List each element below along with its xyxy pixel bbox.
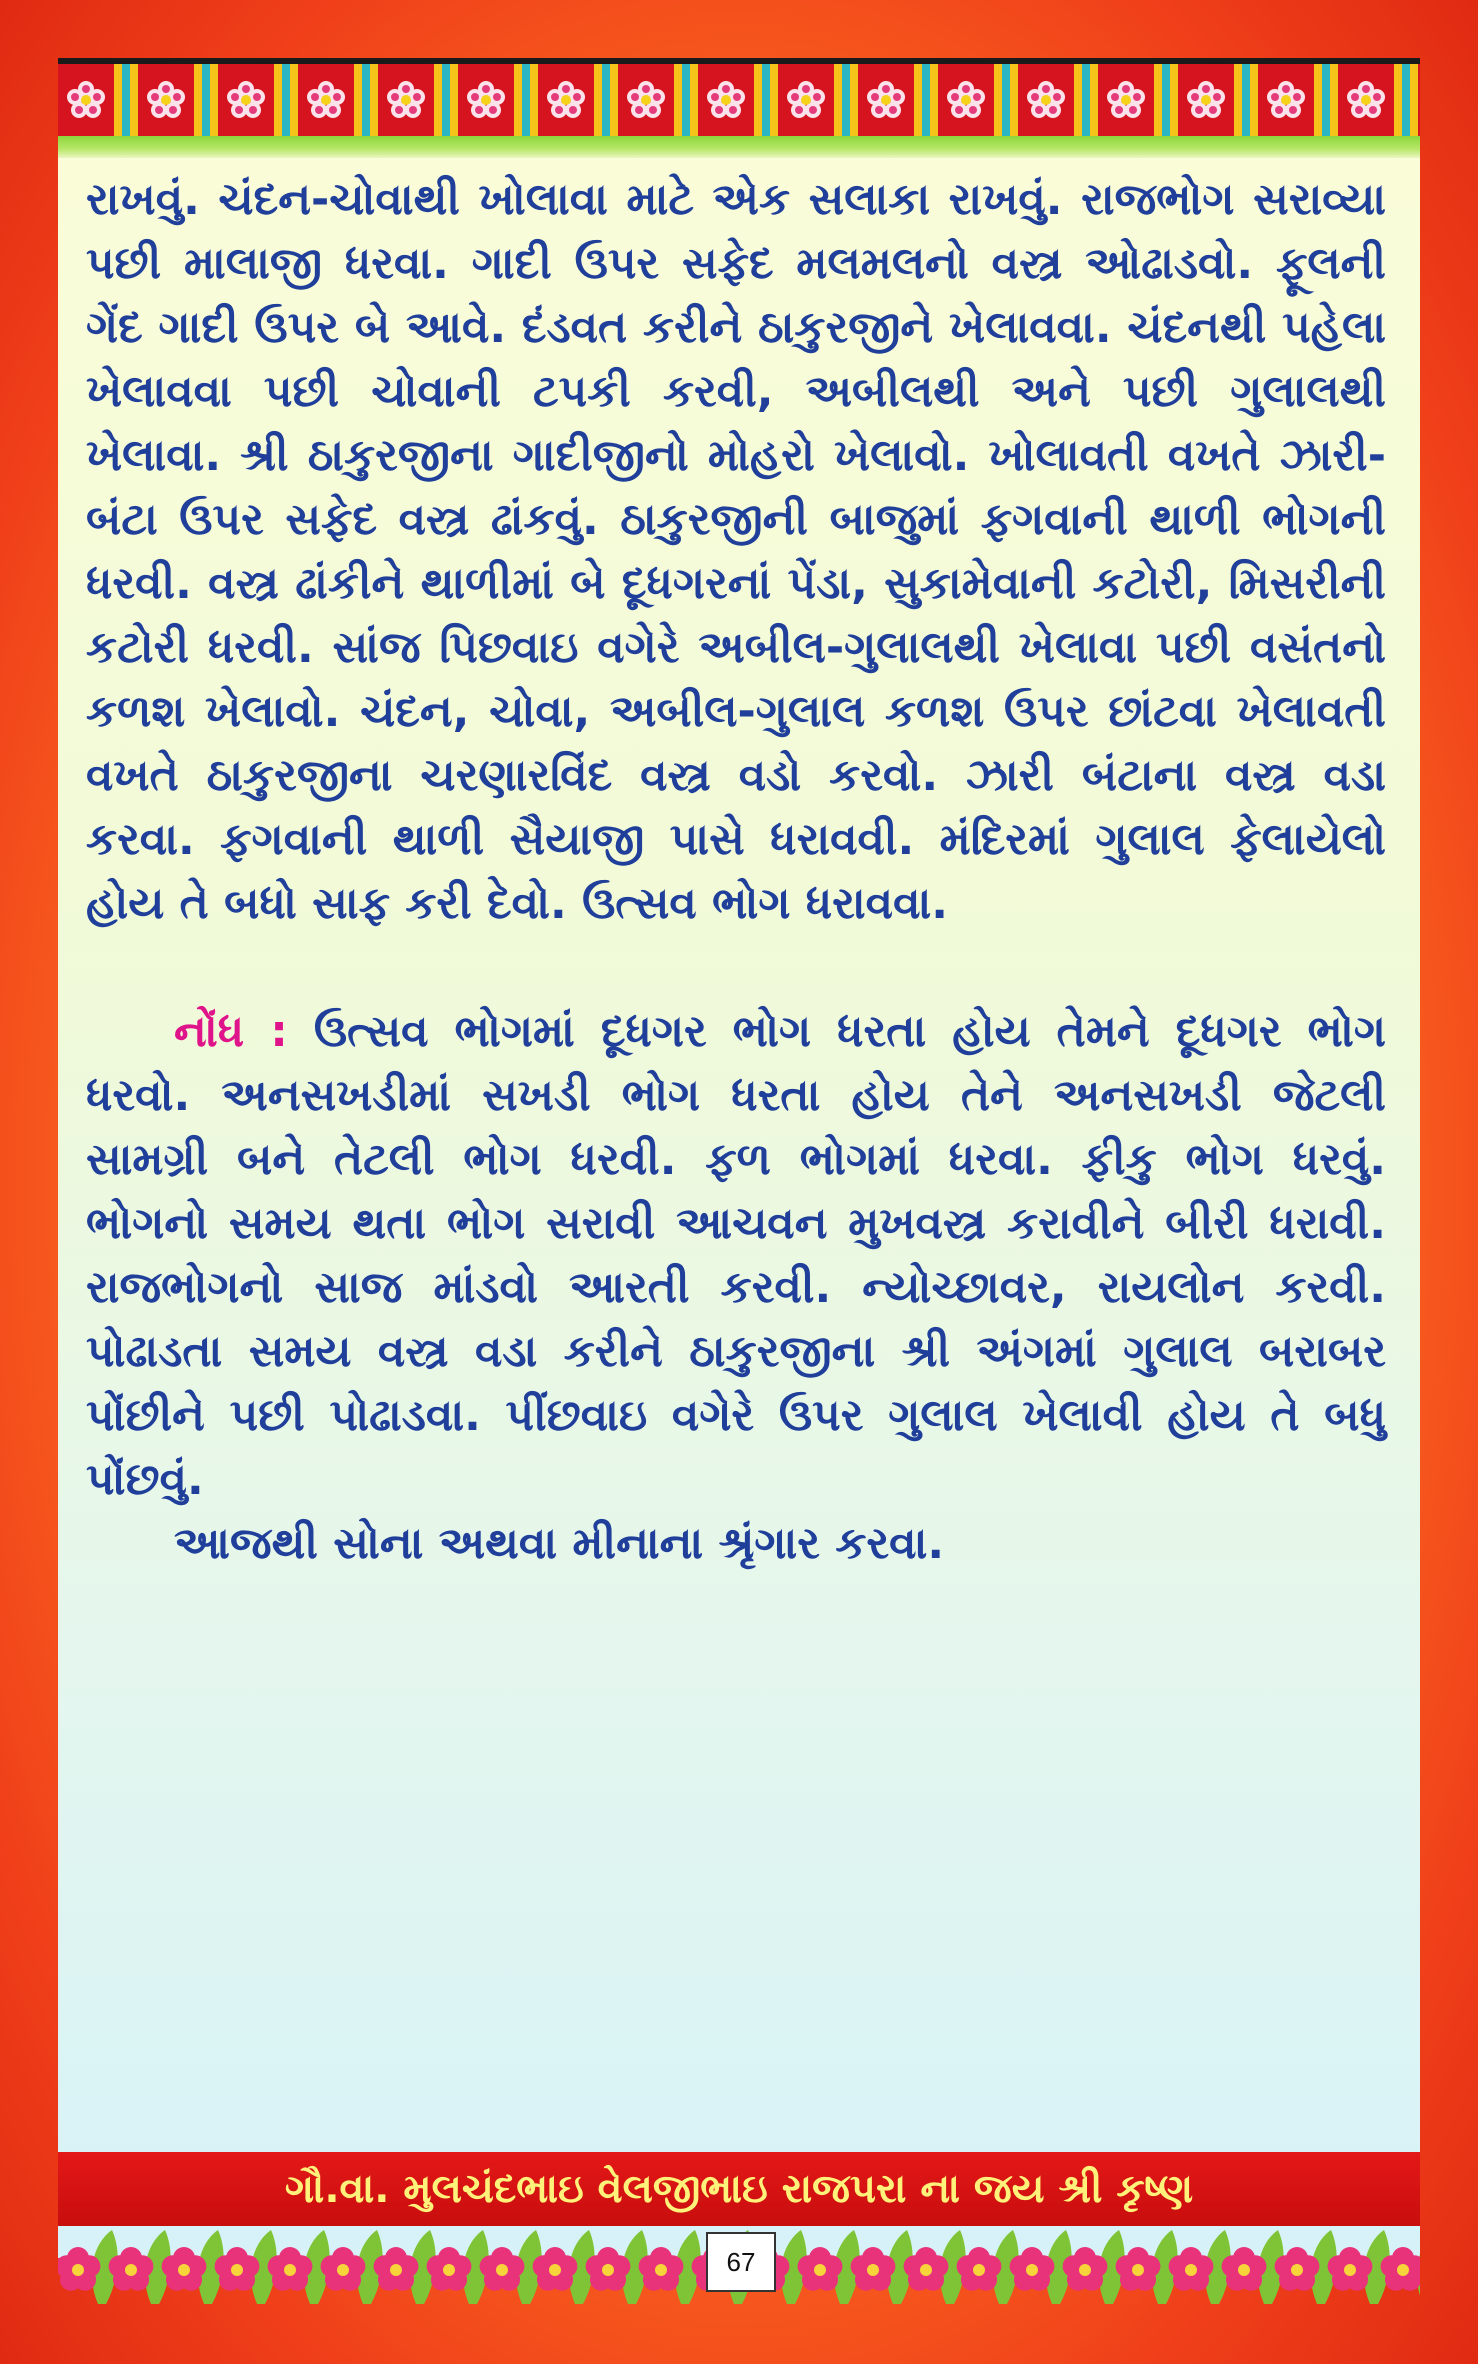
note-text: ઉત્સવ ભોગમાં દૂધગર ભોગ ધરતા હોય તેમને દૂધગર ભોગ ધરવો. અનસખડીમાં સખડી ભોગ ધરતા હોય તેને અનસખડી જેટલી સામગ્રી બને તેટલી ભોગ ધરવી. ફળ ભોગમાં ધરવા. ફીકુ ભોગ ધરવું. ભોગનો સમય થતા ભોગ સરાવી આચવન મુખવસ્ત્ર કરાવીને બીરી ધરાવી. રાજભોગનો સાજ માંડવો આરતી કરવી. ન્યોચ્છાવર, રાયલોન કરવી. પોઢાડતા સમય વસ્ત્ર વડા કરીને ઠાકુરજીના શ્રી અંગમાં ગુલાલ બરાબર પોંછીને પછી પોઢાડવા. પીંછવાઇ વગેરે ઉપર ગુલાલ ખેલાવી હોય તે બધુ પોંછવું. bbox=[86, 1006, 1386, 1505]
stripe-separator bbox=[754, 64, 778, 136]
flower-tile bbox=[218, 64, 274, 136]
stripe-separator bbox=[1154, 64, 1178, 136]
note-paragraph bbox=[86, 1000, 1386, 1512]
stripe-separator bbox=[1074, 64, 1098, 136]
stripe-separator bbox=[354, 64, 378, 136]
stripe-separator bbox=[114, 64, 138, 136]
flower-tile bbox=[538, 64, 594, 136]
footer-banner bbox=[58, 2152, 1420, 2226]
stripe-separator bbox=[834, 64, 858, 136]
flower-icon bbox=[58, 2247, 100, 2291]
page-body bbox=[86, 168, 1386, 1576]
closing-text: આજથી સોના અથવા મીનાના શ્રૃંગાર કરવા. bbox=[174, 1518, 945, 1569]
page-number: 67 bbox=[706, 2232, 776, 2292]
flower-tile bbox=[58, 64, 114, 136]
stripe-separator bbox=[914, 64, 938, 136]
closing-line bbox=[86, 1512, 1386, 1576]
flower-tile bbox=[1258, 64, 1314, 136]
flower-tile bbox=[458, 64, 514, 136]
flower-tile bbox=[778, 64, 834, 136]
flower-tile bbox=[1418, 64, 1420, 136]
stripe-separator bbox=[594, 64, 618, 136]
stripe-separator bbox=[434, 64, 458, 136]
stripe-separator bbox=[1314, 64, 1338, 136]
stripe-separator bbox=[194, 64, 218, 136]
flower-tile bbox=[858, 64, 914, 136]
stripe-separator bbox=[274, 64, 298, 136]
flower-tile bbox=[1098, 64, 1154, 136]
flower-tile bbox=[938, 64, 994, 136]
green-band bbox=[58, 136, 1420, 158]
stripe-separator bbox=[994, 64, 1018, 136]
body-paragraph: રાખવું. ચંદન-ચોવાથી ખોલાવા માટે એક સલાકા રાખવું. રાજભોગ સરાવ્યા પછી માલાજી ધરવા. ગાદી ઉપર સફેદ મલમલનો વસ્ત્ર ઓઢાડવો. ફૂલની ગેંદ ગાદી ઉપર બે આવે. દંડવત કરીને ઠાકુરજીને ખેલાવવા. ચંદનથી પહેલા ખેલાવવા પછી ચોવાની ટપકી કરવી, અબીલથી અને પછી ગુલાલથી ખેલાવા. શ્રી ઠાકુરજીના ગાદીજીનો મોહરો ખેલાવો. ખોલાવતી વખતે ઝારી-બંટા ઉપર સફેદ વસ્ત્ર ઢાંકવું. ઠાકુરજીની બાજુમાં ફગવાની થાળી ભોગની ધરવી. વસ્ત્ર ઢાંકીને થાળીમાં બે દૂધગરનાં પેંડા, સુકામેવાની કટોરી, મિસરીની કટોરી ધરવી. સાંજ પિછવાઇ વગેરે અબીલ-ગુલાલથી ખેલાવા પછી વસંતનો કળશ ખેલાવો. ચંદન, ચોવા, અબીલ-ગુલાલ કળશ ઉપર છાંટવા ખેલાવતી વખતે ઠાકુરજીના ચરણારવિંદ વસ્ત્ર વડો કરવો. ઝારી બંટાના વસ્ત્ર વડા કરવા. ફગવાની થાળી સૈયાજી પાસે ધરાવવી. મંદિરમાં ગુલાલ ફેલાયેલો હોય તે બધો સાફ કરી દેવો. ઉત્સવ ભોગ ધરાવવા. bbox=[86, 174, 1386, 929]
flower-tile bbox=[1018, 64, 1074, 136]
flower-tile bbox=[298, 64, 354, 136]
flower-tile bbox=[1178, 64, 1234, 136]
flower-tile bbox=[138, 64, 194, 136]
stripe-separator bbox=[514, 64, 538, 136]
stripe-separator bbox=[1234, 64, 1258, 136]
footer-text: ગૌ.વા. મુલચંદભાઇ વેલજીભાઇ રાજપરા ના જય શ્રી કૃષ્ણ bbox=[284, 2166, 1194, 2212]
stripe-separator bbox=[674, 64, 698, 136]
note-label: નોંધ : bbox=[174, 1006, 288, 1057]
flower-tile bbox=[618, 64, 674, 136]
flower-tile bbox=[698, 64, 754, 136]
flower-tile bbox=[1338, 64, 1394, 136]
flower-tile bbox=[378, 64, 434, 136]
top-decorative-border bbox=[58, 58, 1420, 142]
stripe-separator bbox=[1394, 64, 1418, 136]
